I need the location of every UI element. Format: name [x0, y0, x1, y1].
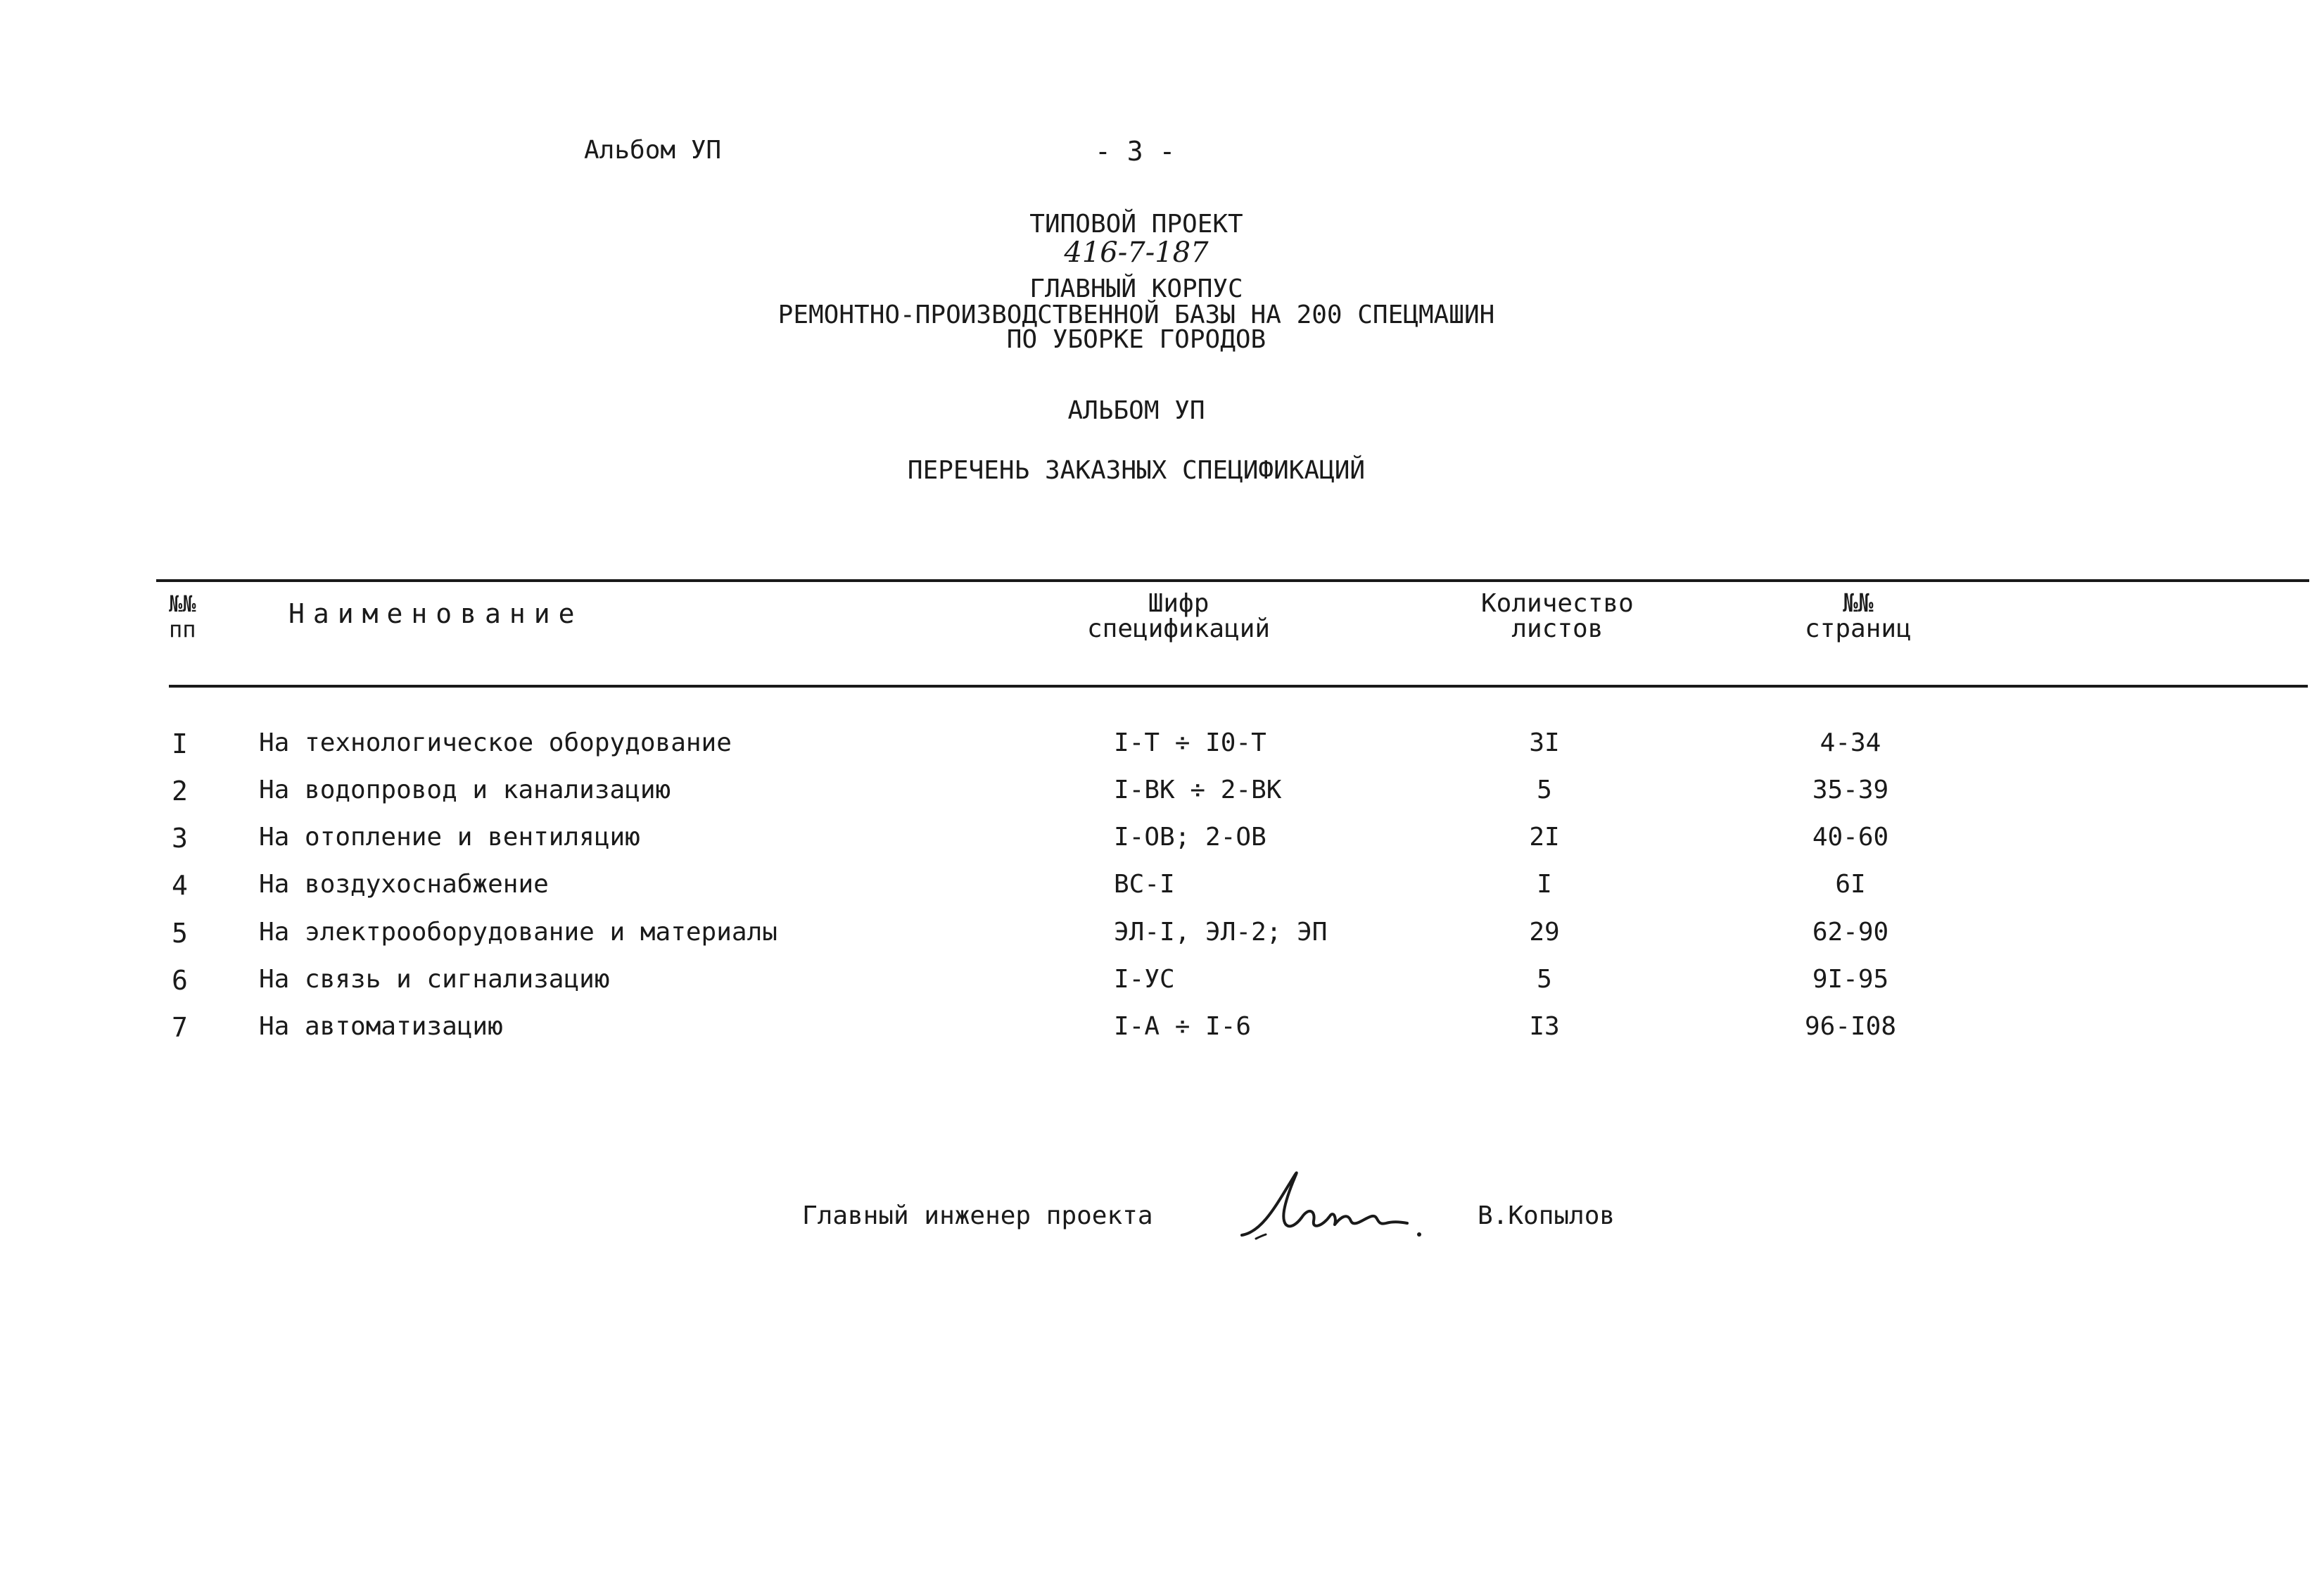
row-cipher: ЭЛ-I, ЭЛ-2; ЭП: [1114, 918, 1328, 947]
header-cipher: [1087, 591, 1270, 642]
row-cipher: I-УС: [1114, 965, 1175, 994]
row-count: 29: [1529, 918, 1560, 947]
row-pages: 4-34: [1820, 728, 1881, 757]
row-number: 2: [172, 776, 188, 807]
city-cleaning-heading: ПО УБОРКЕ ГОРОДОВ: [1006, 325, 1266, 354]
row-cipher: I-ВК ÷ 2-ВК: [1114, 776, 1282, 804]
row-name: На электрооборудование и материалы: [259, 918, 777, 947]
row-count: I3: [1529, 1012, 1560, 1041]
table-top-rule: [156, 579, 2309, 582]
row-count: 2I: [1529, 823, 1560, 852]
project-number: 416-7-187: [1064, 236, 1209, 269]
row-number: 5: [172, 918, 188, 949]
row-name: На связь и сигнализацию: [259, 965, 610, 994]
header-cipher-line1: Шифр: [1148, 589, 1209, 618]
row-pages: 40-60: [1812, 823, 1889, 852]
header-number-line2: пп: [169, 616, 196, 643]
row-count: 5: [1537, 965, 1552, 994]
handwritten-signature: [1235, 1161, 1439, 1253]
album-title: АЛЬБОМ УП: [1067, 396, 1205, 425]
header-pages-line2: страниц: [1805, 614, 1912, 643]
row-number: 6: [172, 965, 188, 996]
row-pages: 62-90: [1812, 918, 1889, 947]
row-count: I: [1537, 870, 1552, 899]
row-count: 5: [1537, 776, 1552, 804]
table-header-rule: [169, 685, 2308, 688]
row-number: I: [172, 728, 188, 759]
row-number: 3: [172, 823, 188, 854]
row-number: 7: [172, 1012, 188, 1043]
header-count-line2: листов: [1511, 614, 1604, 643]
row-name: На отопление и вентиляцию: [259, 823, 640, 852]
header-count-line1: Количество: [1481, 589, 1634, 618]
header-count: [1481, 591, 1634, 642]
header-pages: [1805, 591, 1912, 642]
signature-name: В.Копылов: [1478, 1201, 1615, 1230]
row-cipher: I-ОВ; 2-ОВ: [1114, 823, 1266, 852]
row-pages: 35-39: [1812, 776, 1889, 804]
table-row: [0, 918, 2324, 964]
header-number: [169, 591, 196, 642]
table-row: [0, 823, 2324, 869]
header-number-line1: №№: [169, 590, 196, 617]
row-name: На воздухоснабжение: [259, 870, 549, 899]
main-building-heading: ГЛАВНЫЙ КОРПУС: [1029, 274, 1243, 303]
repair-base-heading: РЕМОНТНО-ПРОИЗВОДСТВЕННОЙ БАЗЫ НА 200 СПЕЦМАШИН: [777, 301, 1495, 329]
header-pages-line1: №№: [1843, 589, 1874, 618]
row-name: На автоматизацию: [259, 1012, 503, 1041]
row-name: На водопровод и канализацию: [259, 776, 671, 804]
page-number: - 3 -: [1095, 136, 1176, 167]
header-cipher-line2: спецификаций: [1087, 614, 1271, 643]
list-title: ПЕРЕЧЕНЬ ЗАКАЗНЫХ СПЕЦИФИКАЦИЙ: [907, 456, 1366, 485]
row-name: На технологическое оборудование: [259, 728, 732, 757]
header-name: Наименование: [288, 598, 583, 629]
typical-project-heading: ТИПОВОЙ ПРОЕКТ: [1029, 210, 1243, 239]
row-cipher: I-А ÷ I-6: [1114, 1012, 1252, 1041]
album-label: Альбом УП: [584, 136, 722, 165]
row-number: 4: [172, 870, 188, 901]
table-row: [0, 776, 2324, 822]
table-row: [0, 870, 2324, 916]
row-pages: 6I: [1835, 870, 1866, 899]
row-cipher: I-Т ÷ I0-Т: [1114, 728, 1266, 757]
table-row: [0, 728, 2324, 775]
signature-role: Главный инженер проекта: [802, 1201, 1153, 1230]
row-pages: 9I-95: [1812, 965, 1889, 994]
table-row: [0, 965, 2324, 1011]
row-cipher: ВС-I: [1114, 870, 1175, 899]
table-row: [0, 1012, 2324, 1058]
row-count: 3I: [1529, 728, 1560, 757]
row-pages: 96-I08: [1804, 1012, 1897, 1041]
